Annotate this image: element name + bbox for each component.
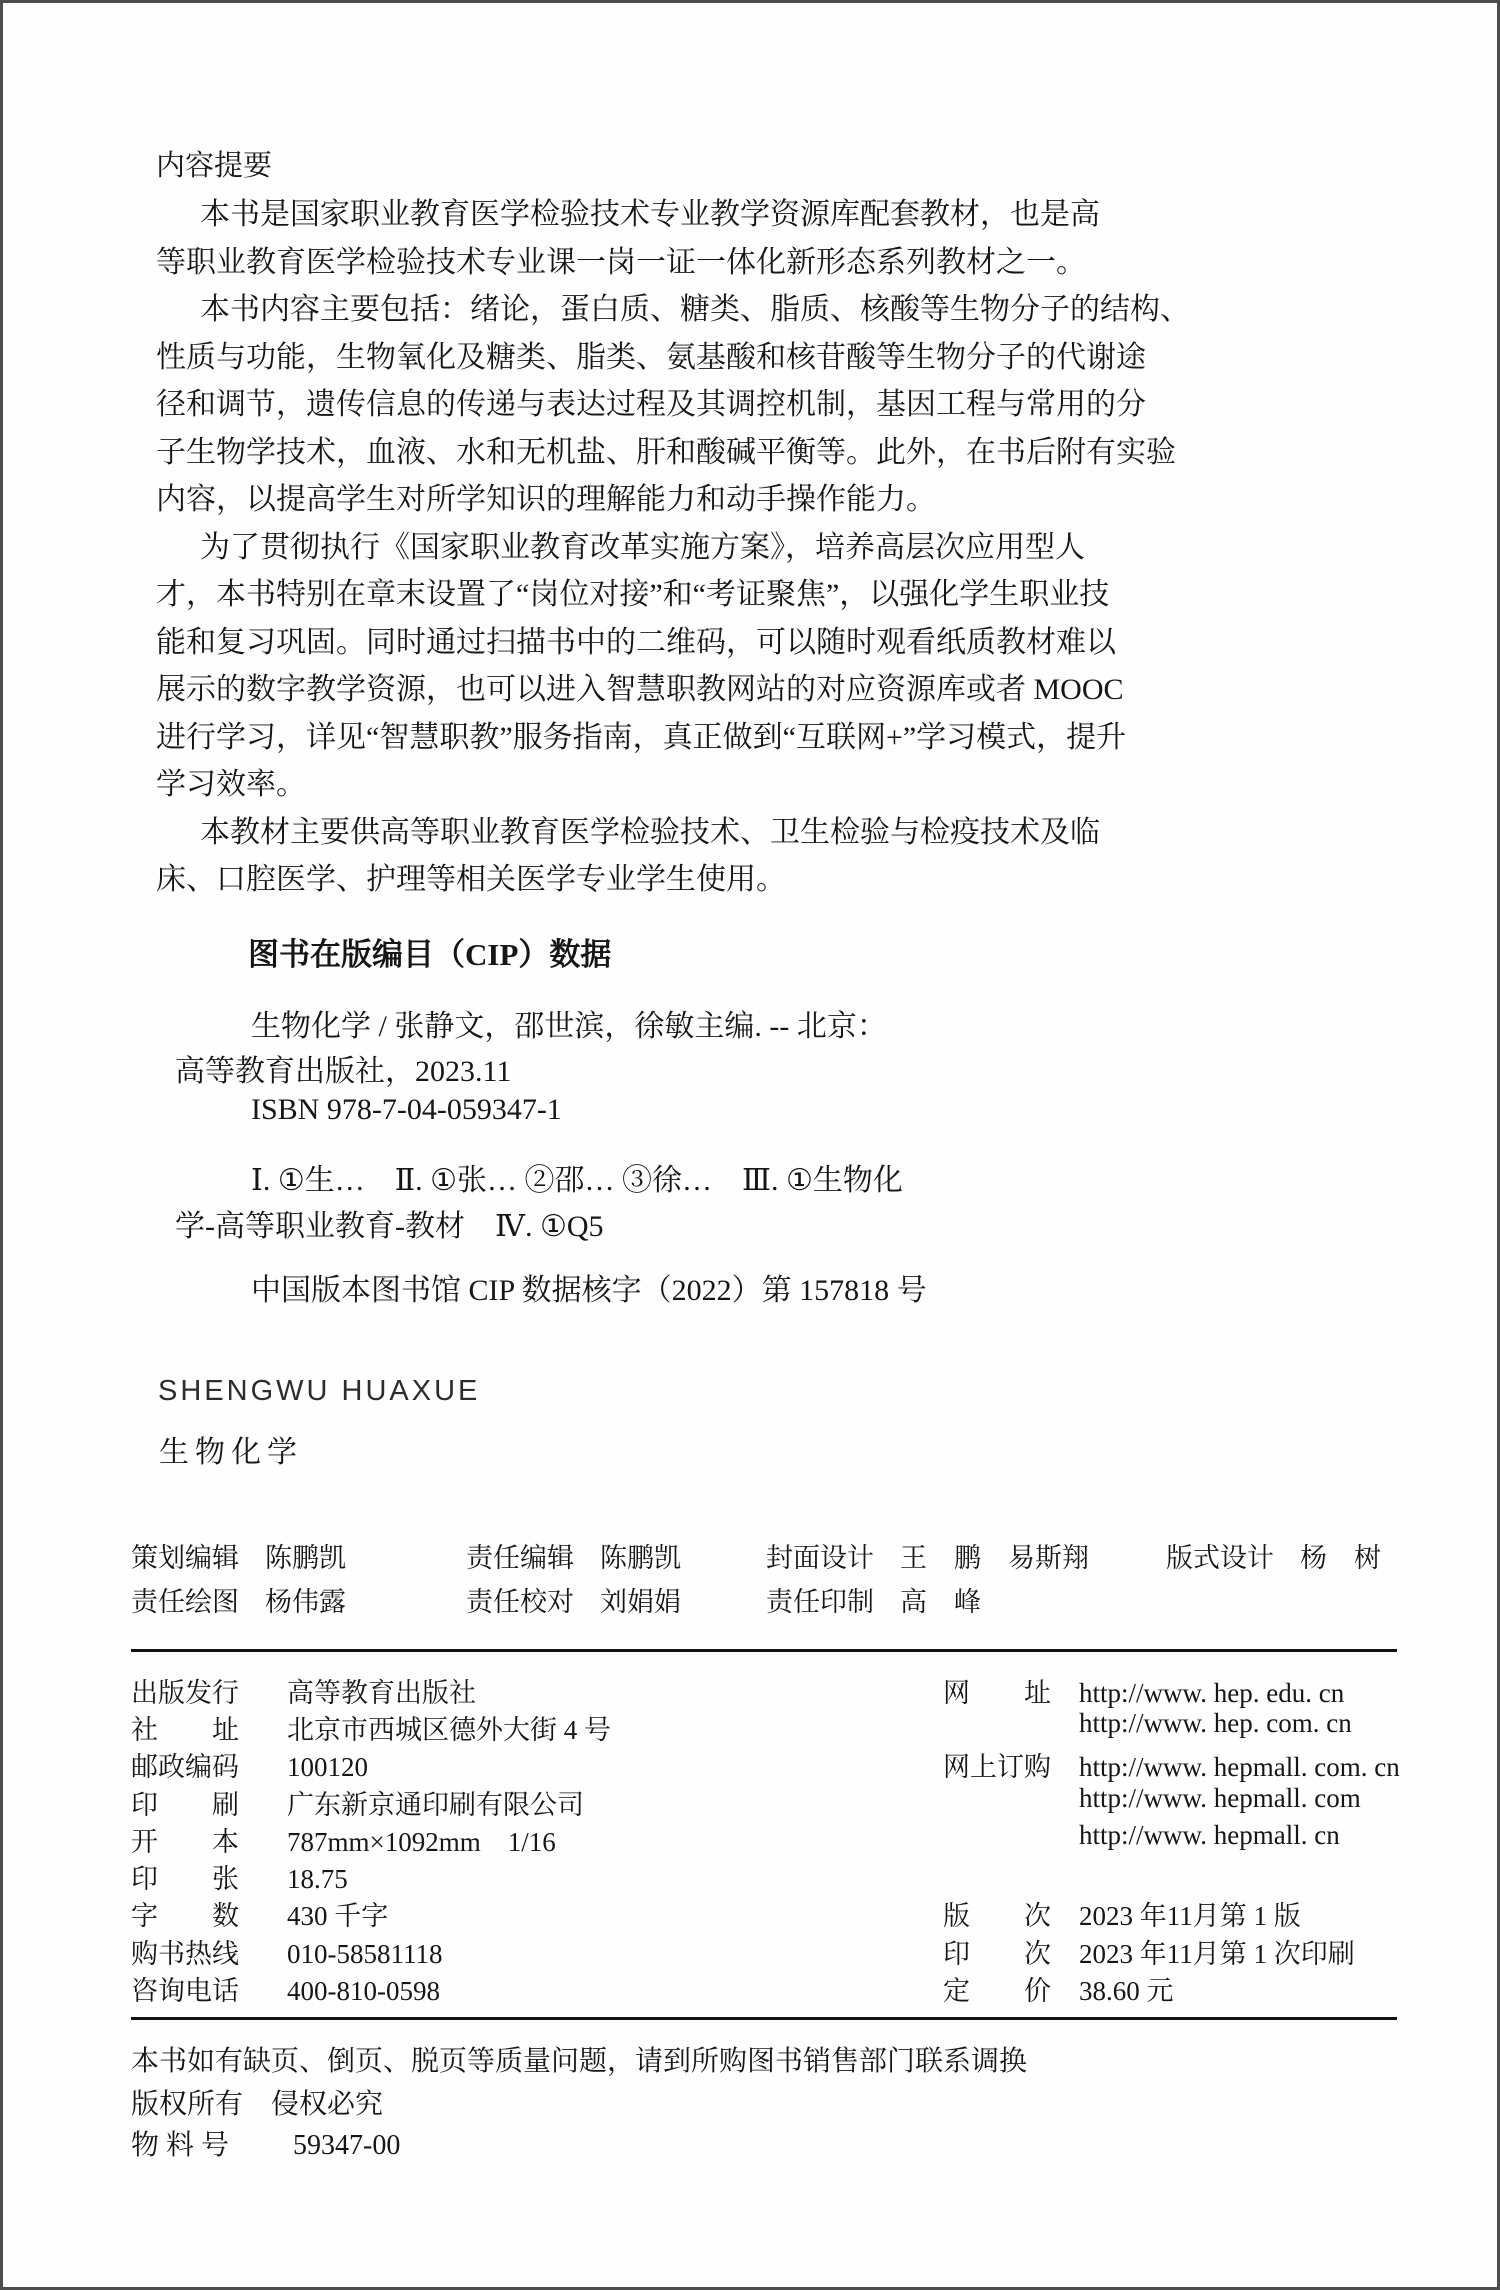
colophon-label: 开 本 <box>131 1827 239 1857</box>
staff-name: 陈鹏凯 <box>600 1543 681 1573</box>
summary-line: 本教材主要供高等职业教育医学检验技术、卫生检验与检疫技术及临 <box>200 815 1100 849</box>
colophon-row <box>943 1969 1174 2008</box>
staff-role: 封面设计 <box>766 1543 874 1573</box>
colophon-value: 38.60 元 <box>1079 1976 1174 2006</box>
summary-line: 才，本书特别在章末设置了“岗位对接”和“考证聚焦”，以强化学生职业技 <box>156 578 1110 611</box>
book-title: 生物化学 <box>159 1436 303 1469</box>
book-title-pinyin: SHENGWU HUAXUE <box>158 1375 481 1407</box>
cip-line: 生物化学 / 张静文，邵世滨，徐敏主编. -- 北京： <box>251 1010 887 1043</box>
staff-credit <box>466 1580 681 1619</box>
divider-rule-bottom <box>131 2017 1397 2020</box>
staff-role: 责任编辑 <box>466 1543 574 1573</box>
divider-rule-top <box>131 1649 1397 1652</box>
colophon-value: 广东新京通印刷有限公司 <box>287 1790 584 1820</box>
colophon-label: 印 次 <box>943 1939 1051 1969</box>
staff-name: 杨伟露 <box>265 1587 346 1617</box>
colophon-row <box>131 1857 348 1896</box>
colophon-row <box>943 1932 1355 1971</box>
colophon-row <box>131 1932 443 1971</box>
colophon-value: 2023 年11月第 1 版 <box>1079 1901 1301 1931</box>
summary-line: 子生物学技术，血液、水和无机盐、肝和酸碱平衡等。此外，在书后附有实验 <box>156 435 1176 469</box>
colophon-row <box>943 1745 1400 1784</box>
staff-name: 陈鹏凯 <box>265 1543 346 1573</box>
staff-credit <box>131 1536 346 1575</box>
cip-line: 中国版本图书馆 CIP 数据核字（2022）第 157818 号 <box>251 1274 927 1307</box>
colophon-row <box>943 1894 1301 1933</box>
staff-name: 刘娟娟 <box>600 1587 681 1617</box>
colophon-label: 印 刷 <box>131 1790 239 1820</box>
content-summary-section <box>156 141 1190 904</box>
colophon-value: http://www. hepmall. com. cn <box>1079 1752 1400 1782</box>
staff-credit <box>466 1536 681 1575</box>
summary-line: 能和复习巩固。同时通过扫描书中的二维码，可以随时观看纸质教材难以 <box>156 625 1116 659</box>
summary-line: 本书内容主要包括：绪论，蛋白质、糖类、脂质、核酸等生物分子的结构、 <box>200 293 1190 326</box>
material-number-value: 59347-00 <box>293 2130 401 2161</box>
colophon-row <box>131 1820 556 1859</box>
cip-line: ISBN 978-7-04-059347-1 <box>251 1093 562 1126</box>
quality-notice: 本书如有缺页、倒页、脱页等质量问题，请到所购图书销售部门联系调换 <box>131 2046 1028 2077</box>
colophon-label: 网上订购 <box>943 1752 1051 1782</box>
colophon-row <box>131 1708 611 1747</box>
colophon-value: http://www. hep. edu. cn <box>1079 1678 1345 1708</box>
colophon-row <box>131 1745 368 1784</box>
colophon-value: http://www. hep. com. cn <box>1079 1708 1352 1738</box>
summary-heading: 内容提要 <box>156 150 273 182</box>
cip-heading: 图书在版编目（CIP）数据 <box>248 937 612 972</box>
summary-line: 为了贯彻执行《国家职业教育改革实施方案》，培养高层次应用型人 <box>200 530 1085 564</box>
colophon-row <box>943 1671 1344 1710</box>
cip-line: Ⅰ. ①生… Ⅱ. ①张… ②邵… ③徐… Ⅲ. ①生物化 <box>251 1164 903 1197</box>
colophon-label: 购书热线 <box>131 1939 239 1969</box>
staff-role: 责任校对 <box>466 1587 574 1617</box>
colophon-label: 邮政编码 <box>131 1752 239 1782</box>
staff-name: 杨 树 <box>1300 1543 1381 1573</box>
colophon-label: 网 址 <box>943 1678 1051 1708</box>
staff-name: 王 鹏 易斯翔 <box>900 1543 1089 1573</box>
summary-line: 本书是国家职业教育医学检验技术专业教学资源库配套教材，也是高 <box>200 198 1100 231</box>
staff-role: 责任绘图 <box>131 1587 239 1617</box>
colophon-value: 010-58581118 <box>287 1939 443 1969</box>
colophon-row <box>943 1708 1352 1739</box>
colophon-row <box>943 1820 1340 1851</box>
summary-line: 床、口腔医学、护理等相关医学专业学生使用。 <box>156 863 786 896</box>
material-number-row <box>131 2123 400 2163</box>
colophon-value: 高等教育出版社 <box>287 1678 476 1708</box>
copyright-notice: 版权所有 侵权必究 <box>131 2089 384 2120</box>
staff-credit <box>1166 1536 1381 1575</box>
summary-line: 等职业教育医学检验技术专业课一岗一证一体化新形态系列教材之一。 <box>156 245 1086 279</box>
colophon-value: 100120 <box>287 1752 368 1782</box>
colophon-value: 2023 年11月第 1 次印刷 <box>1079 1939 1355 1969</box>
colophon-value: 北京市西城区德外大街 4 号 <box>287 1715 611 1745</box>
colophon-value: 430 千字 <box>287 1901 389 1931</box>
summary-line: 内容，以提高学生对所学知识的理解能力和动手操作能力。 <box>156 483 936 516</box>
material-number-label: 物 料 号 <box>131 2130 230 2161</box>
colophon-row <box>131 1783 584 1822</box>
colophon-value: http://www. hepmall. com <box>1079 1783 1361 1813</box>
colophon-value: http://www. hepmall. cn <box>1079 1820 1340 1850</box>
colophon-label: 出版发行 <box>131 1678 239 1708</box>
colophon-row <box>131 1969 440 2008</box>
summary-line: 进行学习，详见“智慧职教”服务指南，真正做到“互联网+”学习模式，提升 <box>156 720 1127 754</box>
staff-role: 责任印制 <box>766 1587 874 1617</box>
summary-line: 径和调节，遗传信息的传递与表达过程及其调控机制，基因工程与常用的分 <box>156 388 1146 421</box>
summary-line: 学习效率。 <box>156 768 306 801</box>
colophon-label: 社 址 <box>131 1715 239 1745</box>
staff-role: 策划编辑 <box>131 1543 239 1573</box>
staff-name: 高 峰 <box>900 1587 981 1617</box>
cip-line: 学-高等职业教育-教材 Ⅳ. ①Q5 <box>175 1210 604 1243</box>
colophon-value: 18.75 <box>287 1864 348 1894</box>
colophon-label: 版 次 <box>943 1901 1051 1931</box>
colophon-row <box>943 1783 1361 1814</box>
summary-line: 性质与功能，生物氧化及糖类、脂类、氨基酸和核苷酸等生物分子的代谢途 <box>156 340 1146 374</box>
staff-credit <box>766 1536 1089 1575</box>
summary-line: 展示的数字教学资源，也可以进入智慧职教网站的对应资源库或者 MOOC <box>156 673 1124 706</box>
colophon-label: 印 张 <box>131 1864 239 1894</box>
colophon-row <box>131 1894 388 1933</box>
colophon-value: 400-810-0598 <box>287 1976 440 2006</box>
cip-line: 高等教育出版社，2023.11 <box>175 1055 512 1088</box>
staff-credit <box>766 1580 981 1619</box>
staff-role: 版式设计 <box>1166 1543 1274 1573</box>
colophon-value: 787mm×1092mm 1/16 <box>287 1827 556 1857</box>
colophon-label: 咨询电话 <box>131 1976 239 2006</box>
colophon-label: 字 数 <box>131 1901 239 1931</box>
colophon-row <box>131 1671 476 1710</box>
colophon-label: 定 价 <box>943 1976 1051 2006</box>
staff-credit <box>131 1580 346 1619</box>
